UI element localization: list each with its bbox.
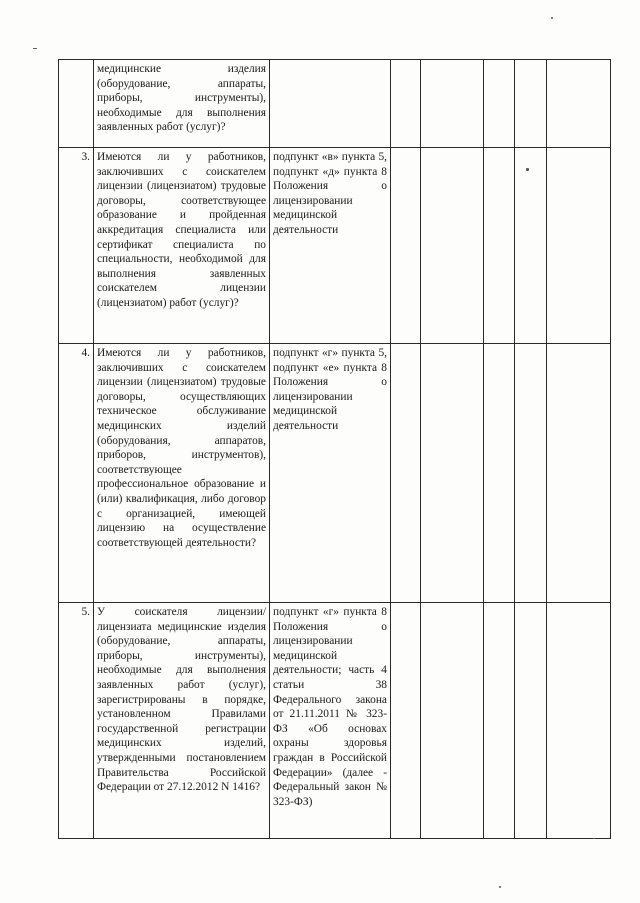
legal-reference <box>270 60 391 148</box>
answer-cell-extra <box>515 344 547 603</box>
scan-speck <box>33 48 37 49</box>
table-row <box>59 148 611 344</box>
answer-cell-extra <box>515 60 547 148</box>
answer-cell-no <box>421 344 484 603</box>
row-number <box>59 60 94 148</box>
answer-cell-not-applicable <box>484 148 515 344</box>
answer-cell-no <box>421 60 484 148</box>
legal-reference: подпункт «в» пункта 5, подпункт «д» пункта 8 Положения о лицензировании медицинской деятельности <box>270 148 391 344</box>
row-number: 3. <box>59 148 94 344</box>
legal-reference: подпункт «г» пункта 5, подпункт «е» пункта 8 Положения о лицензировании медицинской деятельности <box>270 344 391 603</box>
row-number: 5. <box>59 603 94 839</box>
answer-cell-no <box>421 148 484 344</box>
scan-speck <box>526 168 529 171</box>
legal-reference: подпункт «г» пункта 8 Положения о лицензировании медицинской деятельности; часть 4 статьи 38 Федерального закона от 21.11.2011 № 323-ФЗ «Об основах охраны здоровья граждан в Российской Федерации» (далее - Федеральный закон № 323-ФЗ) <box>270 603 391 839</box>
answer-cell-yes <box>391 148 421 344</box>
answer-cell-not-applicable <box>484 603 515 839</box>
requirement-question: У соискателя лицензии/лицензиата медицинские изделия (оборудование, аппараты, приборы, инструменты), необходимые для выполнения заявленных работ (услуг), зарегистрированы в порядке, установленном Правилами государственной регистрации медицинских изделий, утвержденными постановлением Правительства Российской Федерации от 27.12.2012 N 1416? <box>94 603 270 839</box>
answer-cell-notes <box>547 603 611 839</box>
row-number: 4. <box>59 344 94 603</box>
checklist-table <box>58 59 611 839</box>
scan-speck <box>551 17 553 19</box>
answer-cell-yes <box>391 344 421 603</box>
answer-cell-extra <box>515 603 547 839</box>
answer-cell-not-applicable <box>484 60 515 148</box>
answer-cell-notes <box>547 60 611 148</box>
answer-cell-not-applicable <box>484 344 515 603</box>
table-row <box>59 344 611 603</box>
table-row <box>59 603 611 839</box>
answer-cell-extra <box>515 148 547 344</box>
answer-cell-notes <box>547 344 611 603</box>
table-row <box>59 60 611 148</box>
requirement-question: медицинские изделия (оборудование, аппараты, приборы, инструменты), необходимые для выполнения заявленных работ (услуг)? <box>94 60 270 148</box>
scan-speck <box>593 838 595 839</box>
answer-cell-no <box>421 603 484 839</box>
answer-cell-yes <box>391 60 421 148</box>
requirement-question: Имеются ли у работников, заключивших с соискателем лицензии (лицензиатом) трудовые договоры, осуществляющих техническое обслуживание медицинских изделий (оборудования, аппаратов, приборов, инструментов), соответствующее профессиональное образование и (или) квалификация, либо договор с организацией, имеющей лицензию на осуществление соответствующей деятельности? <box>94 344 270 603</box>
requirement-question: Имеются ли у работников, заключивших с соискателем лицензии (лицензиатом) трудовые договоры, соответствующее образование и пройденная аккредитация специалиста или сертификат специалиста по специальности, необходимой для выполнения заявленных соискателем лицензии (лицензиатом) работ (услуг)? <box>94 148 270 344</box>
scan-speck <box>499 886 501 888</box>
answer-cell-yes <box>391 603 421 839</box>
answer-cell-notes <box>547 148 611 344</box>
